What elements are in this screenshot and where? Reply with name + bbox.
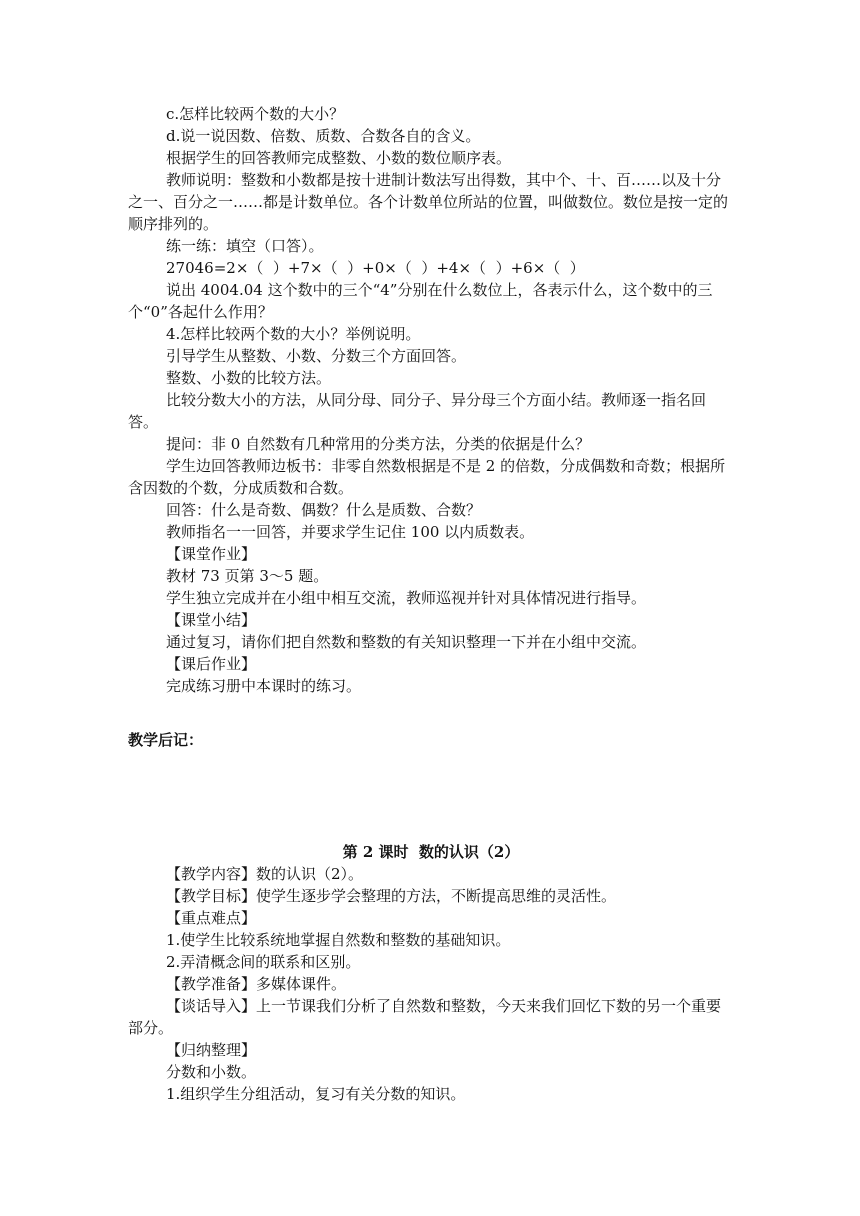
paragraph: 【教学目标】使学生逐步学会整理的方法，不断提高思维的灵活性。 [166, 887, 617, 905]
after-lesson-label: 教学后记： [128, 731, 204, 749]
section-heading: 【归纳整理】 [166, 1041, 257, 1059]
section-heading: 【重点难点】 [166, 909, 257, 927]
paragraph: 通过复习，请你们把自然数和整数的有关知识整理一下并在小组中交流。 [166, 633, 647, 651]
paragraph: 完成练习册中本课时的练习。 [166, 677, 362, 695]
paragraph: 学生边回答教师边板书：非零自然数根据是不是 2 的倍数，分成偶数和奇数；根据所含因数的个数，分成质数和合数。 [128, 457, 726, 497]
paragraph: 分数和小数。 [166, 1063, 257, 1081]
lesson-title: 第 2 课时 数的认识（2） [342, 843, 520, 861]
paragraph: d.说一说因数、倍数、质数、合数各自的含义。 [166, 127, 481, 145]
paragraph: 【教学内容】数的认识（2）。 [166, 865, 364, 883]
paragraph: 4.怎样比较两个数的大小？举例说明。 [166, 325, 421, 343]
paragraph: 1.组织学生分组活动，复习有关分数的知识。 [166, 1085, 466, 1103]
paragraph: 教材 73 页第 3～5 题。 [166, 567, 329, 585]
paragraph: 回答：什么是奇数、偶数？什么是质数、合数？ [166, 501, 482, 519]
paragraph: 整数、小数的比较方法。 [166, 369, 332, 387]
paragraph: 1.使学生比较系统地掌握自然数和整数的基础知识。 [166, 931, 511, 949]
paragraph: 练一练：填空（口答）。 [166, 237, 324, 255]
lesson-1-continuation [128, 103, 734, 697]
paragraph: 教师说明：整数和小数都是按十进制计数法写出得数，其中个、十、百……以及十分之一、百分之一……都是计数单位。各个计数单位所站的位置，叫做数位。数位是按一定的顺序排列的。 [128, 171, 729, 233]
paragraph: c.怎样比较两个数的大小？ [166, 105, 345, 123]
section-heading: 【课后作业】 [166, 655, 257, 673]
lesson-2 [128, 841, 734, 1105]
paragraph: 【谈话导入】上一节课我们分析了自然数和整数，今天来我们回忆下数的另一个重要部分。 [128, 997, 722, 1037]
paragraph: 2.弄清概念间的联系和区别。 [166, 953, 361, 971]
paragraph: 学生独立完成并在小组中相互交流，教师巡视并针对具体情况进行指导。 [166, 589, 647, 607]
paragraph: 比较分数大小的方法，从同分母、同分子、异分母三个方面小结。教师逐一指名回答。 [128, 391, 707, 431]
paragraph: 【教学准备】多媒体课件。 [166, 975, 347, 993]
paragraph: 根据学生的回答教师完成整数、小数的数位顺序表。 [166, 149, 512, 167]
paragraph: 教师指名一一回答，并要求学生记住 100 以内质数表。 [166, 523, 535, 541]
paragraph: 引导学生从整数、小数、分数三个方面回答。 [166, 347, 467, 365]
section-heading: 【课堂作业】 [166, 545, 257, 563]
after-lesson-notes [128, 729, 734, 751]
paragraph: 提问：非 0 自然数有几种常用的分类方法，分类的依据是什么？ [166, 435, 591, 453]
equation-line: 27046=2×（ ）+7×（ ）+0×（ ）+4×（ ）+6×（ ） [166, 259, 585, 277]
section-heading: 【课堂小结】 [166, 611, 257, 629]
paragraph: 说出 4004.04 这个数中的三个“4”分别在什么数位上，各表示什么，这个数中的三个“0”各起什么作用？ [128, 281, 713, 321]
